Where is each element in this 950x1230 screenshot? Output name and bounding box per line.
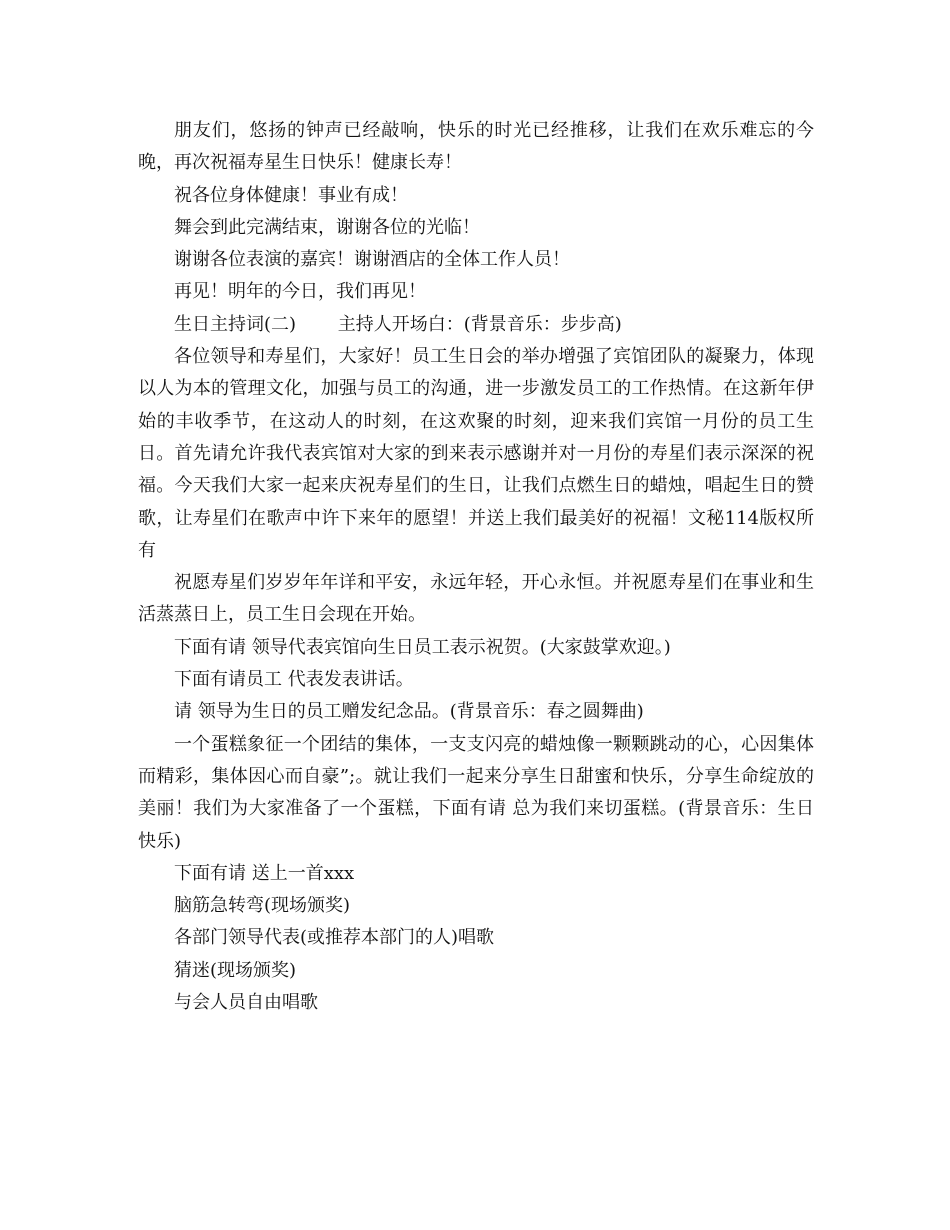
paragraph-employee-speech: 下面有请员工 代表发表讲话。 [174,669,414,691]
paragraph-goodbye: 再见！明年的今日，我们再见！ [174,281,426,303]
program-item-department-singing: 各部门领导代表(或推荐本部门的人)唱歌 [174,927,495,949]
paragraph-wish-health: 祝各位身体健康！事业有成！ [174,184,408,206]
paragraph-dance-end: 舞会到此完满结束，谢谢各位的光临！ [174,216,480,238]
program-item-guessing: 猜迷(现场颁奖) [174,959,297,981]
program-item-riddles: 脑筋急转弯(现场颁奖) [174,895,351,917]
paragraph-wishes: 祝愿寿星们岁岁年年详和平安，永远年轻，开心永恒。并祝愿寿星们在事业和生活蒸蒸日上，员工生日会现在开始。 [138,572,814,626]
paragraph-opening-speech: 各位领导和寿星们，大家好！员工生日会的举办增强了宾馆团队的凝聚力，体现以人为本的管理文化，加强与员工的沟通，进一步激发员工的工作热情。在这新年伊始的丰收季节，在这动人的时刻，在这欢聚的时刻，迎来我们宾馆一月份的员工生日。首先请允许我代表宾馆对大家的到来表示感谢并对一月份的寿星们表示深深的祝福。今天我们大家一起来庆祝寿星们的生日，让我们点燃生日的蜡烛，唱起生日的赞歌，让寿星们在歌声中许下来年的愿望！并送上我们最美好的祝福！文秘114版权所有 [138,346,814,561]
program-item-song: 下面有请 送上一首xxx [174,862,355,884]
paragraph-cake: 一个蛋糕象征一个团结的集体，一支支闪亮的蜡烛像一颗颗跳动的心，心因集体而精彩，集体因心而自豪”;。就让我们一起来分享生日甜蜜和快乐，分享生命绽放的美丽！我们为大家准备了一个蛋糕，下面有请 总为我们来切蛋糕。(背景音乐：生日快乐) [138,733,814,852]
program-item-free-singing: 与会人员自由唱歌 [174,992,318,1014]
paragraph-leader-congrats: 下面有请 领导代表宾馆向生日员工表示祝贺。(大家鼓掌欢迎。) [174,636,671,658]
paragraph-thanks-staff: 谢谢各位表演的嘉宾！谢谢酒店的全体工作人员！ [174,249,570,271]
section-heading-host-script-2: 生日主持词(二) 主持人开场白：(背景音乐：步步高) [174,313,622,335]
paragraph-gift: 请 领导为生日的员工赠发纪念品。(背景音乐：春之圆舞曲) [174,701,644,723]
paragraph-closing-toast: 朋友们，悠扬的钟声已经敲响，快乐的时光已经推移，让我们在欢乐难忘的今晚，再次祝福寿星生日快乐！健康长寿！ [138,120,814,174]
document-body [138,115,814,1019]
